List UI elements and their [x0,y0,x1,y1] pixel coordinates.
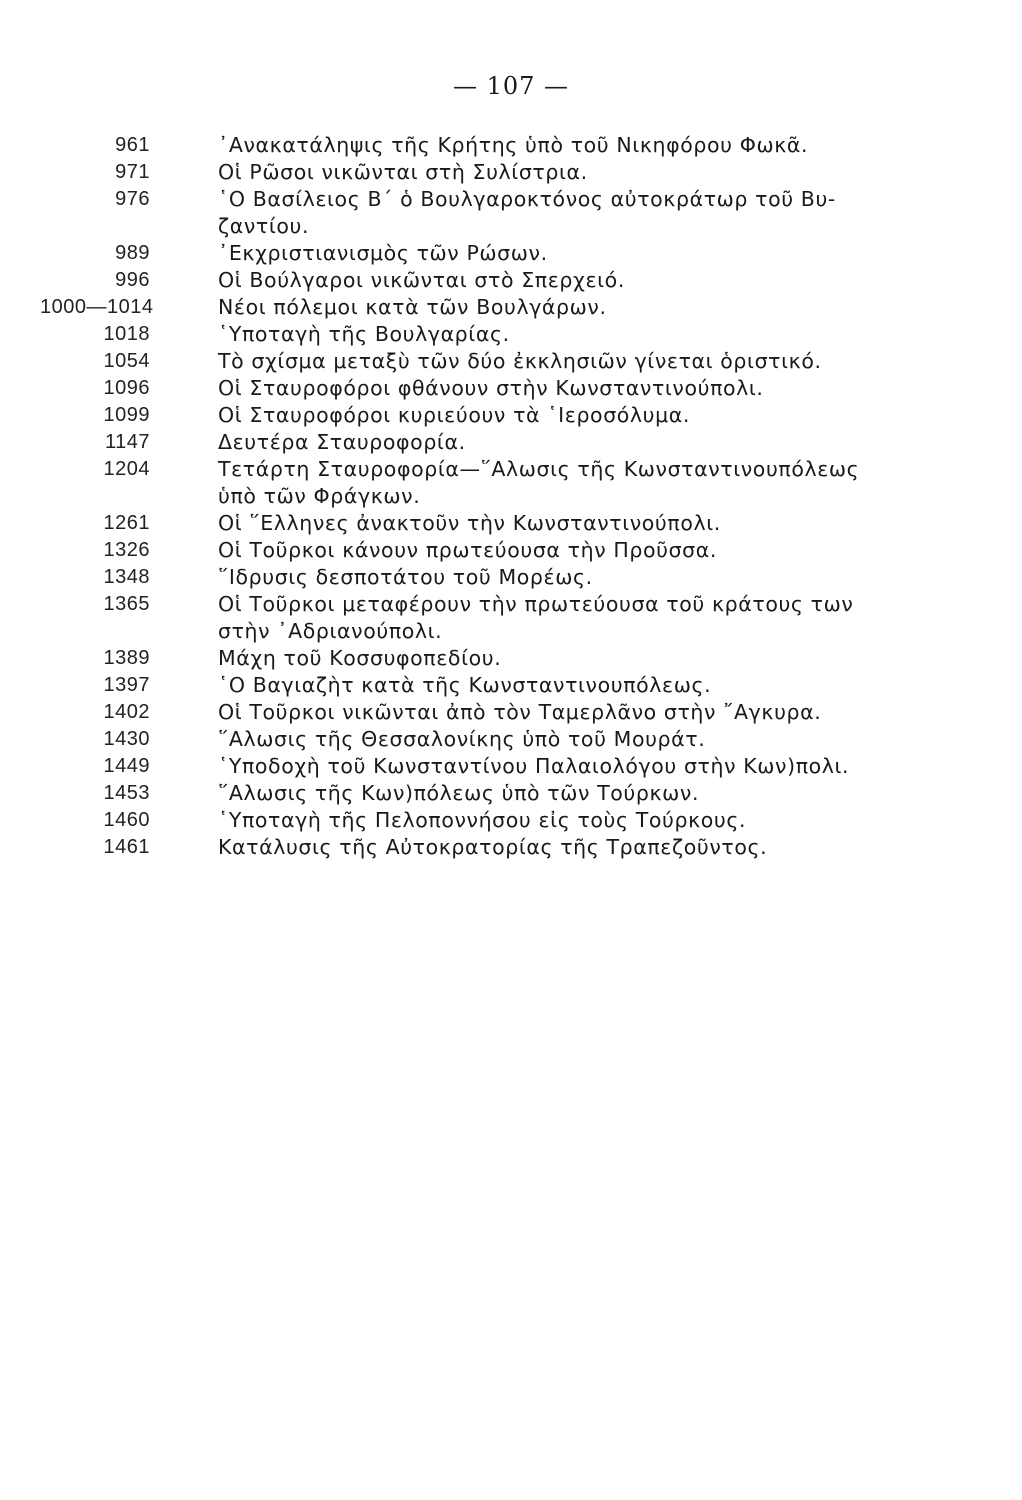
chronology-entry [0,672,1022,699]
entry-year: 1096 [103,377,150,399]
entry-year: 1365 [103,593,150,615]
chronology-entry [0,780,1022,807]
chronology-entry [0,537,1022,564]
entry-year: 996 [115,269,150,291]
chronology-entry [0,699,1022,726]
entry-event: ᾽Εκχριστιανισμὸς τῶν Ρώσων. [218,241,548,265]
chronology-entry [0,429,1022,456]
entry-year: 1204 [103,458,150,480]
entry-year: 989 [115,242,150,264]
entry-event: ῞Αλωσις τῆς Κων)πόλεως ὑπὸ τῶν Τούρκων. [218,781,700,805]
chronology-entry [0,564,1022,591]
entry-year: 1402 [103,701,150,723]
chronology-entry [0,240,1022,267]
entry-year: 1000—1014 [40,296,154,318]
entry-year: 1261 [103,512,150,534]
entry-event: ῞Αλωσις τῆς Θεσσαλονίκης ὑπὸ τοῦ Μουράτ. [218,727,706,751]
chronology-entry [0,726,1022,753]
entry-year: 1461 [103,836,150,858]
entry-year: 1430 [103,728,150,750]
entry-event: Οἱ Βούλγαροι νικῶνται στὸ Σπερχειό. [218,268,625,292]
entry-event: ῾Υποταγὴ τῆς Βουλγαρίας. [218,322,510,346]
entry-year: 1449 [103,755,150,777]
chronology-entry [0,294,1022,321]
entry-year: 1453 [103,782,150,804]
page-number: — 107 — [452,72,570,100]
entry-event: Οἱ ῞Ελληνες ἀνακτοῦν τὴν Κωνσταντινούπολι. [218,511,721,535]
entry-event: Οἱ Ρῶσοι νικῶνται στὴ Συλίστρια. [218,160,588,184]
entry-event: ῾Υποδοχὴ τοῦ Κωνσταντίνου Παλαιολόγου στὴν Κων)πολι. [218,754,850,778]
chronology-entry [0,321,1022,348]
entry-year: 1326 [103,539,150,561]
chronology-entry [0,645,1022,672]
entry-event: ῾Ο Βαγιαζὴτ κατὰ τῆς Κωνσταντινουπόλεως. [218,673,712,697]
chronology-entry [0,267,1022,294]
chronology-entry [0,186,1022,240]
entry-event: ᾽Ανακατάληψις τῆς Κρήτης ὑπὸ τοῦ Νικηφόρου Φωκᾶ. [218,133,809,157]
chronology-entry [0,807,1022,834]
chronology-entry [0,753,1022,780]
entry-event: Κατάλυσις τῆς Αὐτοκρατορίας τῆς Τραπεζοῦντος. [218,835,768,859]
entry-year: 1348 [103,566,150,588]
entry-year: 1389 [103,647,150,669]
entry-year: 971 [115,161,150,183]
entry-event: ῞Ιδρυσις δεσποτάτου τοῦ Μορέως. [218,565,593,589]
chronology-entry [0,402,1022,429]
entry-year: 1147 [104,431,150,453]
entry-event: ῾Υποταγὴ τῆς Πελοποννήσου εἰς τοὺς Τούρκους. [218,808,747,832]
entry-year: 1099 [103,404,150,426]
entry-event: Οἱ Τοῦρκοι κάνουν πρωτεύουσα τὴν Προῦσσα. [218,538,718,562]
entry-year: 1054 [103,350,150,372]
chronology-entry [0,591,1022,645]
entry-event: Μάχη τοῦ Κοσσυφοπεδίου. [218,646,502,670]
chronology-entry [0,375,1022,402]
entry-event: Τὸ σχίσμα μεταξὺ τῶν δύο ἐκκλησιῶν γίνεται ὁριστικό. [218,349,822,373]
entry-event: Οἱ Σταυροφόροι κυριεύουν τὰ ῾Ιεροσόλυμα. [218,403,690,427]
chronology-entry [0,348,1022,375]
entry-event: Δευτέρα Σταυροφορία. [218,430,466,454]
entry-event: Οἱ Τοῦρκοι μεταφέρουν τὴν πρωτεύουσα τοῦ κράτους των στὴν ᾽Αδριανούπολι. [218,592,854,643]
chronology-entry [0,159,1022,186]
chronology-entry [0,132,1022,159]
chronology-list [0,132,1022,861]
entry-event: Νέοι πόλεμοι κατὰ τῶν Βουλγάρων. [218,295,607,319]
entry-year: 1397 [103,674,150,696]
entry-year: 1018 [103,323,150,345]
entry-event: Τετάρτη Σταυροφορία—῞Αλωσις τῆς Κωνσταντινουπόλεως ὑπὸ τῶν Φράγκων. [218,457,860,508]
entry-event: Οἱ Σταυροφόροι φθάνουν στὴν Κωνσταντινούπολι. [218,376,764,400]
entry-event: ῾Ο Βασίλειος Β΄ ὁ Βουλγαροκτόνος αὐτοκράτωρ τοῦ Βυ- ζαντίου. [218,187,836,238]
chronology-entry [0,510,1022,537]
entry-event: Οἱ Τοῦρκοι νικῶνται ἀπὸ τὸν Ταμερλᾶνο στὴν ῎Αγκυρα. [218,700,822,724]
entry-year: 976 [115,188,150,210]
chronology-entry [0,834,1022,861]
chronology-entry [0,456,1022,510]
entry-year: 961 [115,134,150,156]
entry-year: 1460 [103,809,150,831]
